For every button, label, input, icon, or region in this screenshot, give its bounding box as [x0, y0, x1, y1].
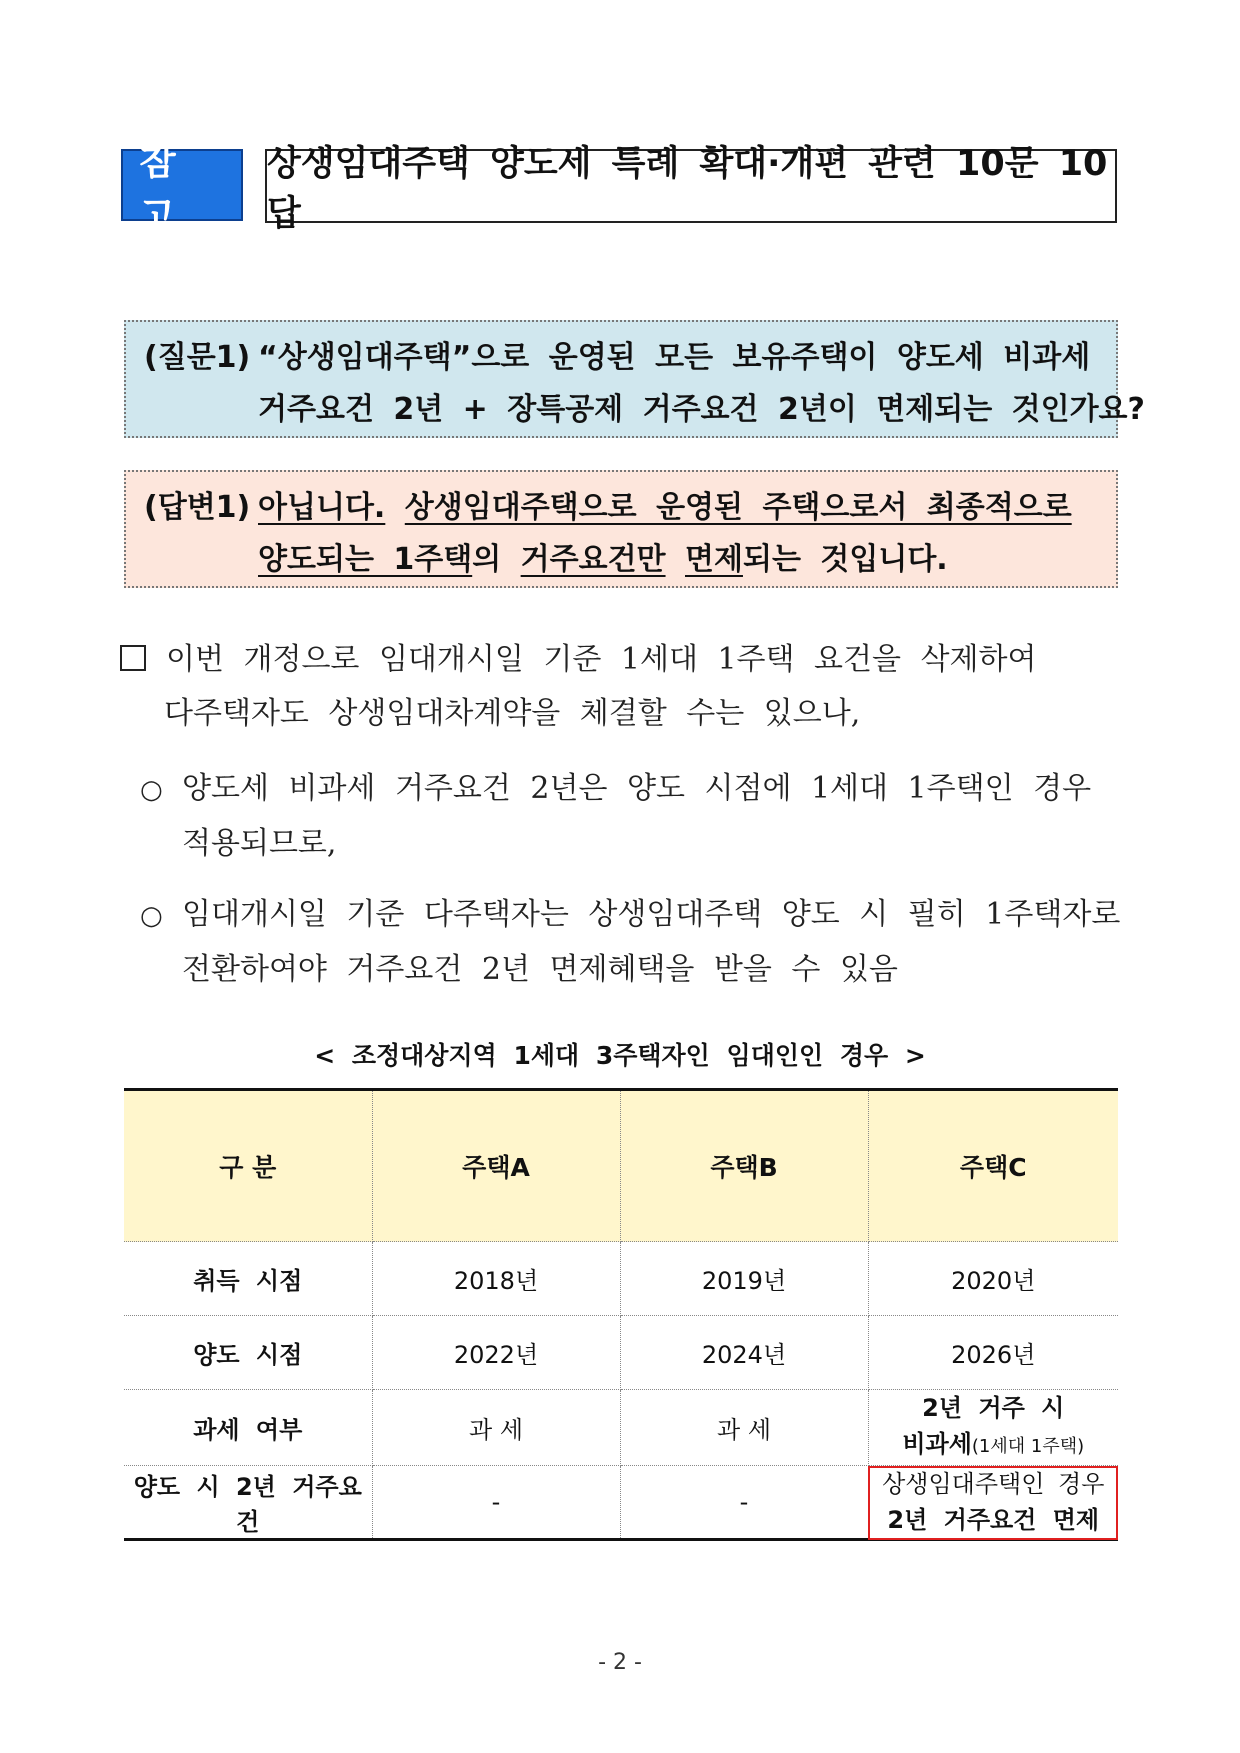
paragraph-1-text-2: 다주택자도 상생임대차계약을 체결할 수는 있으나,: [164, 696, 861, 731]
answer-emphasis-one-house: 양도되는 1주택: [258, 542, 473, 577]
bullet-paragraph-1: [140, 762, 1091, 871]
row-label-acquisition: 취득 시점: [124, 1242, 372, 1316]
answer-label: (답변1): [144, 490, 251, 525]
bullet-1-text-1: 양도세 비과세 거주요건 2년은 양도 시점에 1세대 1주택인 경우: [182, 771, 1092, 806]
table-cell: 2026년: [868, 1316, 1118, 1390]
header-house-b: 주택B: [620, 1090, 868, 1242]
question-text-1: “상생임대주택”으로 운영된 모든 보유주택이 양도세 비과세: [258, 340, 1091, 375]
highlight-line-1: 상생임대주택인 경우: [882, 1470, 1105, 1498]
paragraph-1-line-1: [120, 633, 1036, 687]
taxation-c-line-1: 2년 거주 시: [922, 1394, 1065, 1422]
header-house-c: 주택C: [868, 1090, 1118, 1242]
bullet-2-text-1: 임대개시일 기준 다주택자는 상생임대주택 양도 시 필히 1주택자로: [182, 897, 1121, 932]
header-house-a: 주택A: [372, 1090, 620, 1242]
taxation-c-nontax: 비과세: [902, 1430, 972, 1458]
question-text-2: 거주요건 2년 + 장특공제 거주요건 2년이 면제되는 것인가요?: [258, 392, 1145, 427]
table-cell: 2018년: [372, 1242, 620, 1316]
answer-space: [666, 542, 685, 577]
page-title: 상생임대주택 양도세 특례 확대·개편 관련 10문 10답: [265, 149, 1117, 223]
question-box: [124, 320, 1145, 438]
answer-connector: 의: [472, 542, 521, 577]
row-label-transfer: 양도 시점: [124, 1316, 372, 1390]
answer-emphasis-final: 상생임대주택으로 운영된 주택으로서 최종적으로: [404, 490, 1072, 525]
table-caption: < 조정대상지역 1세대 3주택자인 임대인인 경우 >: [314, 1041, 926, 1070]
checkbox-bullet-icon: [120, 645, 146, 671]
circle-bullet-icon: ○: [140, 901, 163, 931]
taxation-c-note: (1세대 1주택): [971, 1436, 1085, 1457]
table-row: [124, 1466, 1118, 1540]
highlight-line-2: 2년 거주요건 면제: [887, 1506, 1100, 1534]
highlighted-cell-house-c: [868, 1466, 1118, 1540]
bullet-2-line-1: [140, 888, 1120, 943]
table-cell: -: [372, 1466, 620, 1540]
table-cell: 2022년: [372, 1316, 620, 1390]
bullet-1-text-2: 적용되므로,: [182, 826, 337, 861]
answer-text-2: [144, 534, 1098, 586]
bullet-paragraph-2: [140, 888, 1120, 997]
table-cell: 2024년: [620, 1316, 868, 1390]
answer-ending: 되는 것입니다.: [742, 542, 948, 577]
row-label-taxation: 과세 여부: [124, 1390, 372, 1466]
question-line-1: [144, 332, 1098, 384]
paragraph-1: [120, 633, 1036, 741]
table-cell: 2020년: [868, 1242, 1118, 1316]
paragraph-1-text-1: 이번 개정으로 임대개시일 기준 1세대 1주택 요건을 삭제하여: [166, 642, 1037, 677]
bullet-2-text-2: 전환하여야 거주요건 2년 면제혜택을 받을 수 있음: [182, 952, 898, 987]
table-row: [124, 1316, 1118, 1390]
question-label: (질문1): [144, 340, 251, 375]
page-number: - 2 -: [598, 1650, 642, 1675]
circle-bullet-icon: ○: [140, 775, 163, 805]
table-header-row: [124, 1090, 1118, 1242]
taxation-c-line-2: [869, 1426, 1119, 1465]
row-label-residence-requirement: 양도 시 2년 거주요건: [124, 1466, 372, 1540]
reference-badge: 참고: [121, 149, 243, 221]
answer-emphasis-residence: 거주요건만: [520, 542, 666, 577]
answer-box: [124, 470, 1118, 588]
table-cell-house-c-taxation: [868, 1390, 1118, 1466]
table-row: [124, 1242, 1118, 1316]
table-cell: 2019년: [620, 1242, 868, 1316]
answer-emphasis-no: 아닙니다.: [258, 490, 386, 525]
answer-text-1: [258, 482, 1072, 534]
answer-line-1: [144, 482, 1098, 534]
answer-emphasis-exempt: 면제: [685, 542, 743, 577]
header-category: 구 분: [124, 1090, 372, 1242]
table-cell: -: [620, 1466, 868, 1540]
table-cell: 과 세: [372, 1390, 620, 1466]
comparison-table: [124, 1088, 1118, 1541]
bullet-1-line-1: [140, 762, 1091, 817]
table-row: [124, 1390, 1118, 1466]
table-cell: 과 세: [620, 1390, 868, 1466]
